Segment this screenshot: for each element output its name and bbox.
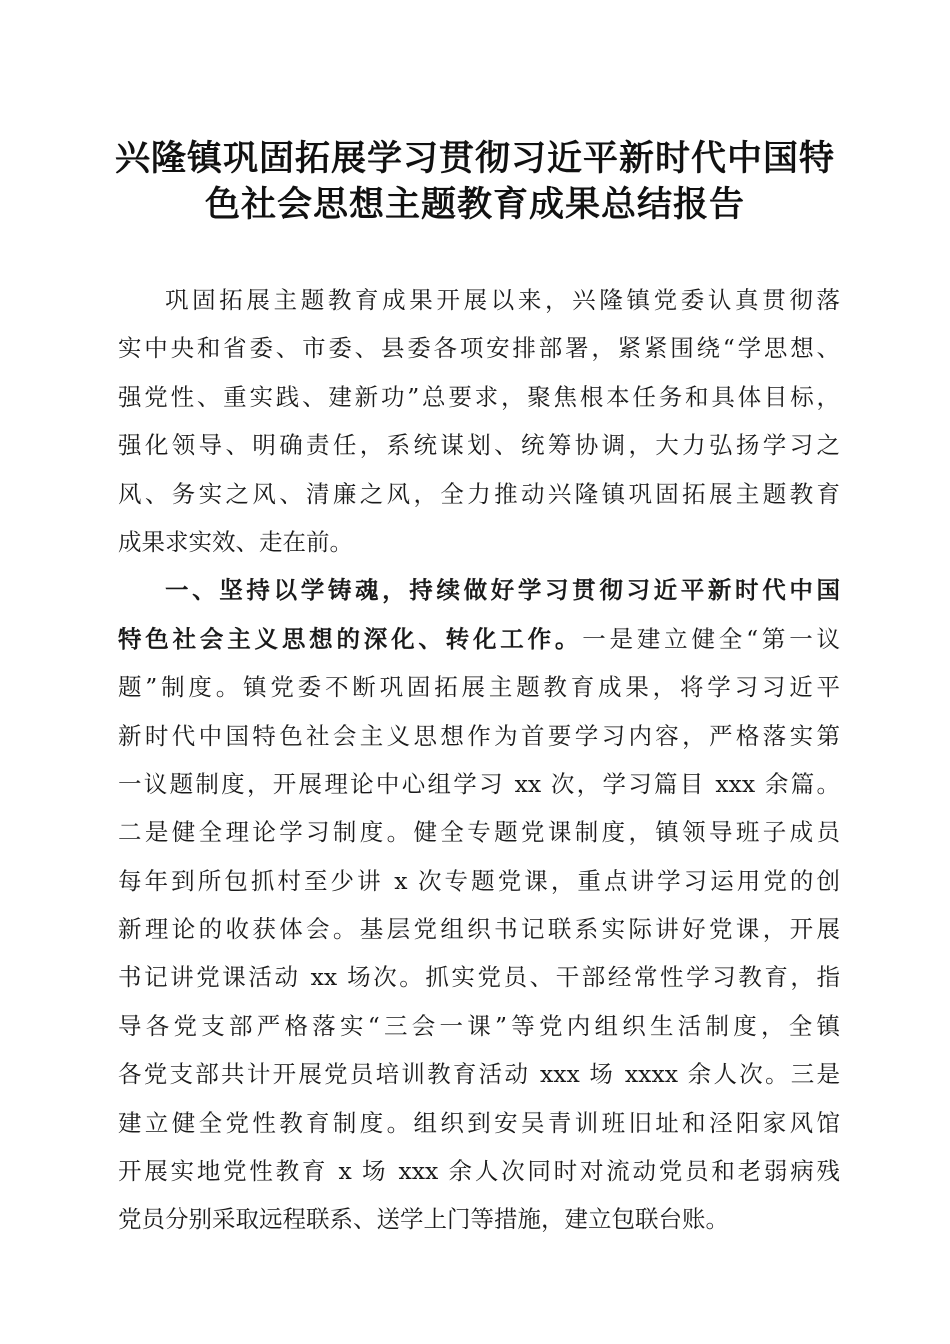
- section-line: 开展实地党性教育 x 场 xxx 余人次同时对流动党员和老弱病残: [118, 1157, 840, 1186]
- paragraph-line: 巩固拓展主题教育成果开展以来，兴隆镇党委认真贯彻落: [165, 286, 840, 314]
- paragraph-line: 成果求实效、走在前。: [118, 527, 353, 556]
- section-line: 题”制度。镇党委不断巩固拓展主题教育成果，将学习习近平: [118, 673, 840, 702]
- section-line: 二是健全理论学习制度。健全专题党课制度，镇领导班子成员: [118, 818, 840, 847]
- section-line: 新时代中国特色社会主义思想作为首要学习内容，严格落实第: [118, 721, 840, 750]
- document-body: [118, 276, 840, 1244]
- paragraph-line: 风、务实之风、清廉之风，全力推动兴隆镇巩固拓展主题教育: [118, 479, 840, 508]
- section-heading-line: 一、坚持以学铸魂，持续做好学习贯彻习近平新时代中国: [165, 576, 840, 605]
- section-line: 党员分别采取远程联系、送学上门等措施，建立包联台账。: [118, 1205, 729, 1234]
- title-line: 色社会思想主题教育成果总结报告: [204, 184, 745, 225]
- section-heading-run: 特色社会主义思想的深化、转化工作。: [118, 624, 583, 653]
- section-line: 新理论的收获体会。基层党组织书记联系实际讲好党课，开展: [118, 915, 840, 944]
- title-line: 兴隆镇巩固拓展学习贯彻习近平新时代中国特: [114, 138, 835, 179]
- document-title: [90, 136, 860, 228]
- section-heading-line-mixed: [118, 615, 840, 663]
- paragraph-line: 实中央和省委、市委、县委各项安排部署，紧紧围绕“学思想、: [118, 334, 840, 363]
- paragraph-line: 强党性、重实践、建新功”总要求，聚焦根本任务和具体目标，: [118, 382, 840, 411]
- section-line: 各党支部共计开展党员培训教育活动 xxx 场 xxxx 余人次。三是: [118, 1060, 840, 1089]
- section-line: 导各党支部严格落实“三会一课”等党内组织生活制度，全镇: [118, 1011, 840, 1040]
- section-line: 一议题制度，开展理论中心组学习 xx 次，学习篇目 xxx 余篇。: [118, 769, 840, 798]
- section-line: 建立健全党性教育制度。组织到安吴青训班旧址和泾阳家风馆: [118, 1108, 840, 1137]
- paragraph-line: 强化领导、明确责任，系统谋划、统筹协调，大力弘扬学习之: [118, 431, 840, 460]
- section-line: 每年到所包抓村至少讲 x 次专题党课，重点讲学习运用党的创: [118, 866, 840, 895]
- section-text-run: 一是建立健全“第一议: [582, 624, 840, 653]
- section-line: 书记讲党课活动 xx 场次。抓实党员、干部经常性学习教育，指: [118, 963, 840, 992]
